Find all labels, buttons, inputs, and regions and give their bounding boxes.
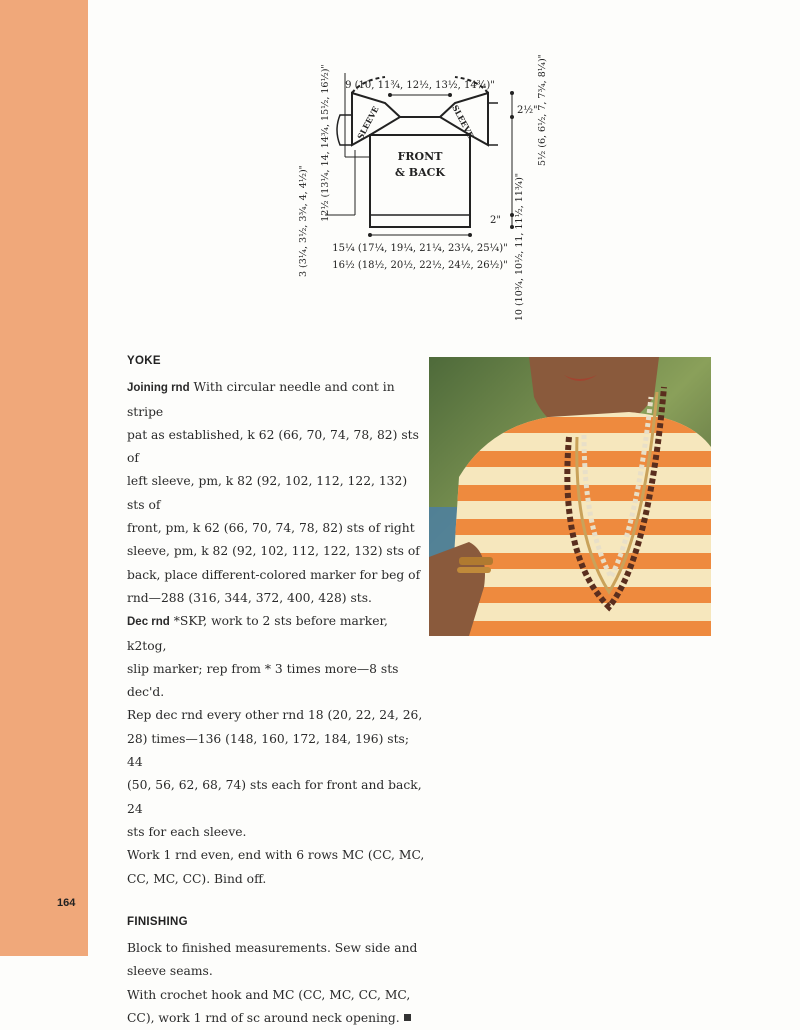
finishing-line-3: With crochet hook and MC (CC, MC, CC, MC, xyxy=(127,987,411,1002)
right-yoke-depth-label: 5½ (6, 6½, 7, 7¾, 8¼)" xyxy=(537,53,548,167)
finishing-line-2: sleeve seams. xyxy=(127,964,213,979)
left-total-height-label: 12½ (13¼, 14, 14¾, 15½, 16½)" xyxy=(320,64,331,222)
dec-rnd-line-6: sts for each sleeve. xyxy=(127,824,247,839)
schematic-center-label-2: & BACK xyxy=(395,166,445,179)
dec-rnd-line-4: 28) times—136 (148, 160, 172, 184, 196) sts; 44 xyxy=(127,731,409,770)
joining-rnd-line-3: left sleeve, pm, k 82 (92, 102, 112, 122, 132) sts of xyxy=(127,474,408,512)
schematic-center-label-1: FRONT xyxy=(397,150,443,163)
body-outline xyxy=(370,135,470,227)
page-number: 164 xyxy=(57,897,76,909)
instructions-column xyxy=(127,350,427,1030)
dec-rnd-line-3: Rep dec rnd every other rnd 18 (20, 22, 24, 26, xyxy=(127,708,423,723)
neck-width-label: 9 (10, 11¾, 12½, 13½, 14¾)" xyxy=(345,80,495,91)
right-sleeve-label: SLEEVE xyxy=(450,103,476,140)
dec-rnd-line-2: slip marker; rep from * 3 times more—8 sts dec'd. xyxy=(127,661,399,700)
joining-rnd-line-4: front, pm, k 62 (66, 70, 74, 78, 82) sts of right xyxy=(127,521,415,536)
lower-width-label: 15¼ (17¼, 19¼, 21¼, 23¼, 25¼)" xyxy=(332,243,508,254)
dec-rnd-line-1: Dec rnd *SKP, work to 2 sts before marker, k2tog, xyxy=(127,614,388,653)
page-color-band xyxy=(0,0,88,956)
end-mark-icon xyxy=(404,1014,411,1021)
work-even-line-1: Work 1 rnd even, end with 6 rows MC (CC, MC, xyxy=(127,848,425,863)
garment-schematic xyxy=(300,55,560,325)
schematic-drawing xyxy=(300,55,560,325)
joining-rnd-line-6: back, place different-colored marker for beg of xyxy=(127,567,421,582)
joining-rnd-line-5: sleeve, pm, k 82 (92, 102, 112, 122, 132) sts of xyxy=(127,544,420,559)
joining-rnd-line-2: pat as established, k 62 (66, 70, 74, 78, 82) sts of xyxy=(127,427,419,466)
yoke-heading: YOKE xyxy=(127,355,161,367)
ribbing-band xyxy=(370,215,470,227)
dec-rnd-label: Dec rnd xyxy=(127,616,170,629)
finishing-line-1: Block to finished measurements. Sew side and xyxy=(127,941,418,956)
sweater-photo xyxy=(429,357,711,636)
finishing-line-4: CC), work 1 rnd of sc around neck opening. xyxy=(127,1007,427,1030)
ribbing-depth-label: 2" xyxy=(490,215,501,226)
work-even-line-2: CC, MC, CC). Bind off. xyxy=(127,871,267,886)
joining-rnd-line-7: rnd—288 (316, 344, 372, 400, 428) sts. xyxy=(127,590,372,605)
hip-width-label: 16½ (18½, 20½, 22½, 24½, 26½)" xyxy=(332,260,508,271)
left-low-height-label: 3 (3¼, 3½, 3¾, 4, 4½)" xyxy=(298,164,309,278)
joining-rnd-label: Joining rnd xyxy=(127,382,190,395)
sweater-photo-illustration xyxy=(429,357,711,636)
dec-rnd-line-5: (50, 56, 62, 68, 74) sts each for front and back, 24 xyxy=(127,778,422,816)
right-body-height-label: 10 (10¾, 10½, 11, 11½, 11¾)" xyxy=(514,172,525,322)
right-top-label: 2½" xyxy=(517,105,538,116)
joining-rnd-line-1: Joining rnd With circular needle and cont in stripe xyxy=(127,380,395,419)
finishing-heading: FINISHING xyxy=(127,915,188,928)
left-sleeve-label: SLEEVE xyxy=(354,104,381,141)
